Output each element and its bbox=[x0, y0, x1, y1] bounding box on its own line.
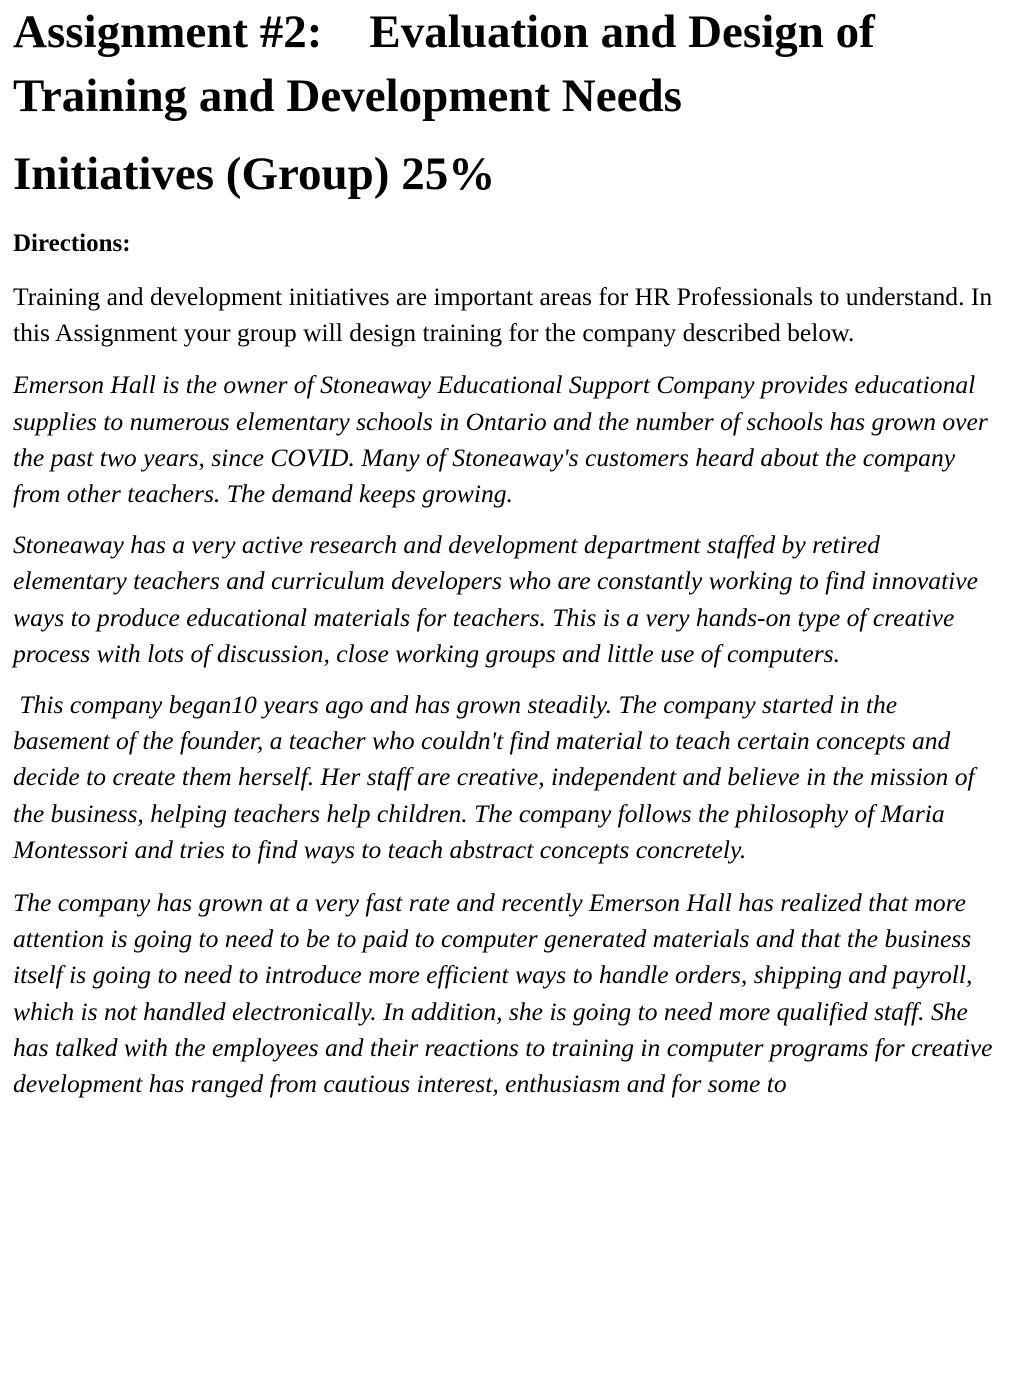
intro-paragraph: Training and development initiatives are important areas for HR Professionals to understand. In this Assignment your group will design training for the company described below. bbox=[13, 282, 993, 348]
case-paragraph-owner: Emerson Hall is the owner of Stoneaway Educational Support Company provides educational supplies to numerous elementary schools in Ontario and the number of schools has grown over the past two years, since COVID. Many of Stoneaway's customers heard about the company from other teachers. The demand keeps growing. bbox=[13, 370, 988, 509]
page-title-line-2: Training and Development Needs bbox=[13, 70, 682, 122]
directions-heading: Directions: bbox=[13, 230, 131, 257]
case-paragraph-research: Stoneaway has a very active research and development department staffed by retired elementary teachers and curriculum developers who are constantly working to find innovative ways to produce educational materials for teachers. This is a very hands-on type of creative process with lots of discussion, close working groups and little use of computers. bbox=[13, 530, 979, 668]
page-title-line-3: Initiatives (Group) 25% bbox=[13, 148, 496, 200]
case-paragraph-history: This company began10 years ago and has grown steadily. The company started in the basement of the founder, a teacher who couldn't find material to teach certain concepts and decide to create them herself. Her staff are creative, independent and believe in the mission of the business, helping teachers help children. The company follows the philosophy of Maria Montessori and tries to find ways to teach abstract concepts concretely. bbox=[13, 690, 982, 864]
case-paragraph-growth: The company has grown at a very fast rate and recently Emerson Hall has realized that more attention is going to need to be to paid to computer generated materials and that the business itself is going to need to introduce more efficient ways to handle orders, shipping and payroll, which is not handled electronically. In addition, she is going to need more qualified staff. She has talked with the employees and their reactions to training in computer programs for creative development has ranged from cautious interest, enthusiasm and for some to bbox=[13, 888, 993, 1099]
page-title-line-1: Assignment #2: Evaluation and Design of bbox=[13, 6, 875, 58]
